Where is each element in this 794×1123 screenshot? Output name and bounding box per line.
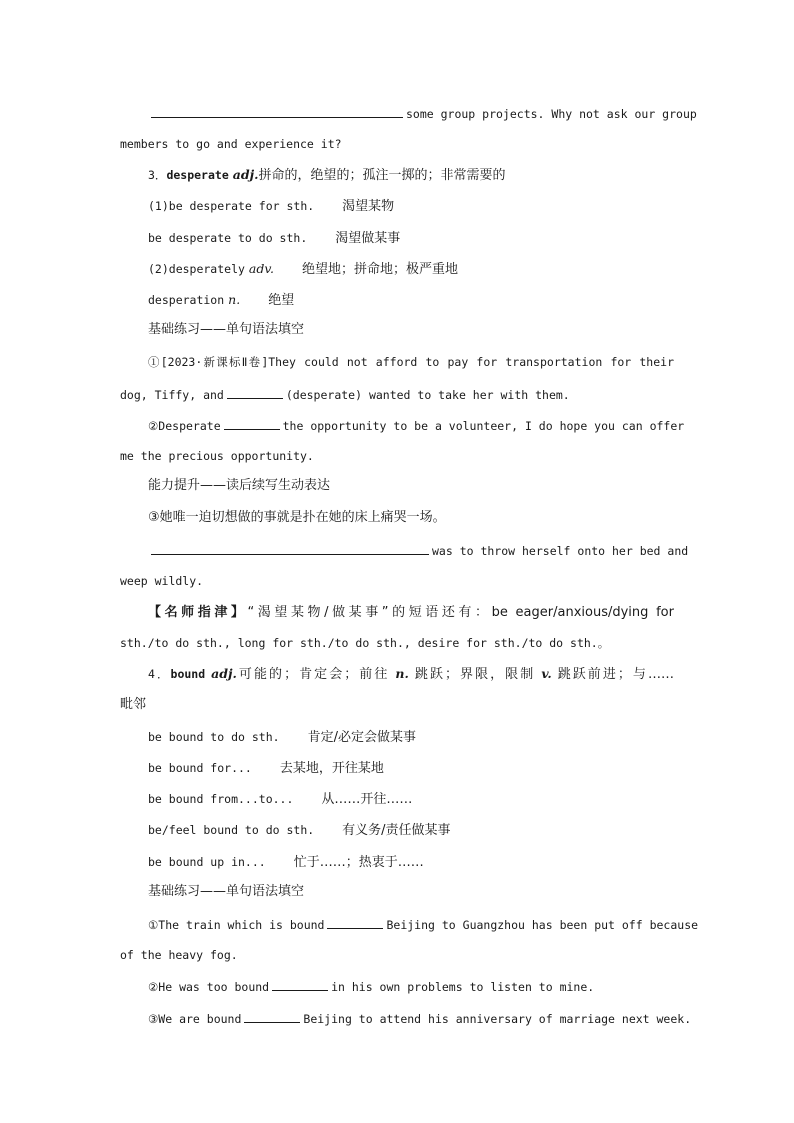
vocab-heading-desperate: 3．desperate adj.拼命的，绝望的；孤注一掷的；非常需要的 <box>148 167 506 183</box>
headword: desperate <box>166 168 229 182</box>
phrase-line: be bound to do sth. 肯定/必定会做某事 <box>148 730 416 745</box>
exercise-line: ①[2023·新课标Ⅱ卷]They could not afford to pay for transportation for their <box>148 355 674 369</box>
phrase-line: be desperate to do sth. 渴望做某事 <box>148 231 401 246</box>
headword: bound <box>170 667 206 681</box>
answer-blank[interactable] <box>151 542 429 555</box>
exercise-line: ②He was too bound in his own problems to listen to mine. <box>148 980 595 994</box>
answer-blank[interactable] <box>244 1010 300 1023</box>
exercise-line: of the heavy fog. <box>120 948 238 962</box>
phrase-line: desperation n. 绝望 <box>148 292 295 308</box>
exercise-line: ③We are bound Beijing to attend his anniversary of marriage next week. <box>148 1012 692 1026</box>
phrase-line: (2)desperately adv. 绝望地；拼命地；极严重地 <box>148 261 458 277</box>
text-line: 毗邻 <box>120 697 147 712</box>
exercise-line: me the precious opportunity. <box>120 449 314 463</box>
section-heading: 基础练习——单句语法填空 <box>148 322 305 337</box>
translation-line-continuation: some group projects. Why not ask our group <box>148 105 674 122</box>
exercise-line: ②Desperate the opportunity to be a volunteer, I do hope you can offer <box>148 419 685 433</box>
answer-blank[interactable] <box>327 916 383 929</box>
phrase-line: (1)be desperate for sth. 渴望某物 <box>148 199 395 214</box>
exercise-line: weep wildly. <box>120 574 204 588</box>
phrase-line: be bound up in... 忙于……；热衷于…… <box>148 855 424 870</box>
part-of-speech: adj. <box>232 167 259 182</box>
exercise-line: ③她唯一迫切想做的事就是扑在她的床上痛哭一场。 <box>148 510 446 525</box>
section-heading: 能力提升——读后续写生动表达 <box>148 478 331 493</box>
tip-tag: 【名师指津】 <box>148 605 248 620</box>
teacher-tip: 【名师指津】“渴望某物/做某事”的短语还有：be eager/anxious/dying for <box>148 605 674 620</box>
exercise-line: was to throw herself onto her bed and <box>148 542 674 559</box>
answer-blank[interactable] <box>151 105 403 118</box>
answer-blank[interactable] <box>227 386 283 399</box>
phrase-line: be bound from...to... 从……开往…… <box>148 792 413 807</box>
teacher-tip-line: sth./to do sth., long for sth./to do sth., desire for sth./to do sth.。 <box>120 636 610 650</box>
answer-blank[interactable] <box>224 417 280 430</box>
exercise-line: ①The train which is bound Beijing to Guangzhou has been put off because <box>148 918 699 932</box>
phrase-line: be/feel bound to do sth. 有义务/责任做某事 <box>148 823 451 838</box>
vocab-heading-bound: 4．bound adj.可能的；肯定会；前往 n. 跳跃；界限，限制 v. 跳跃前进；与…… <box>148 666 674 682</box>
section-heading: 基础练习——单句语法填空 <box>148 884 305 899</box>
phrase-line: be bound for... 去某地，开往某地 <box>148 761 384 776</box>
answer-blank[interactable] <box>272 978 328 991</box>
text-line: members to go and experience it? <box>120 137 342 151</box>
exercise-line: dog, Tiffy, and (desperate) wanted to take her with them. <box>120 388 570 402</box>
